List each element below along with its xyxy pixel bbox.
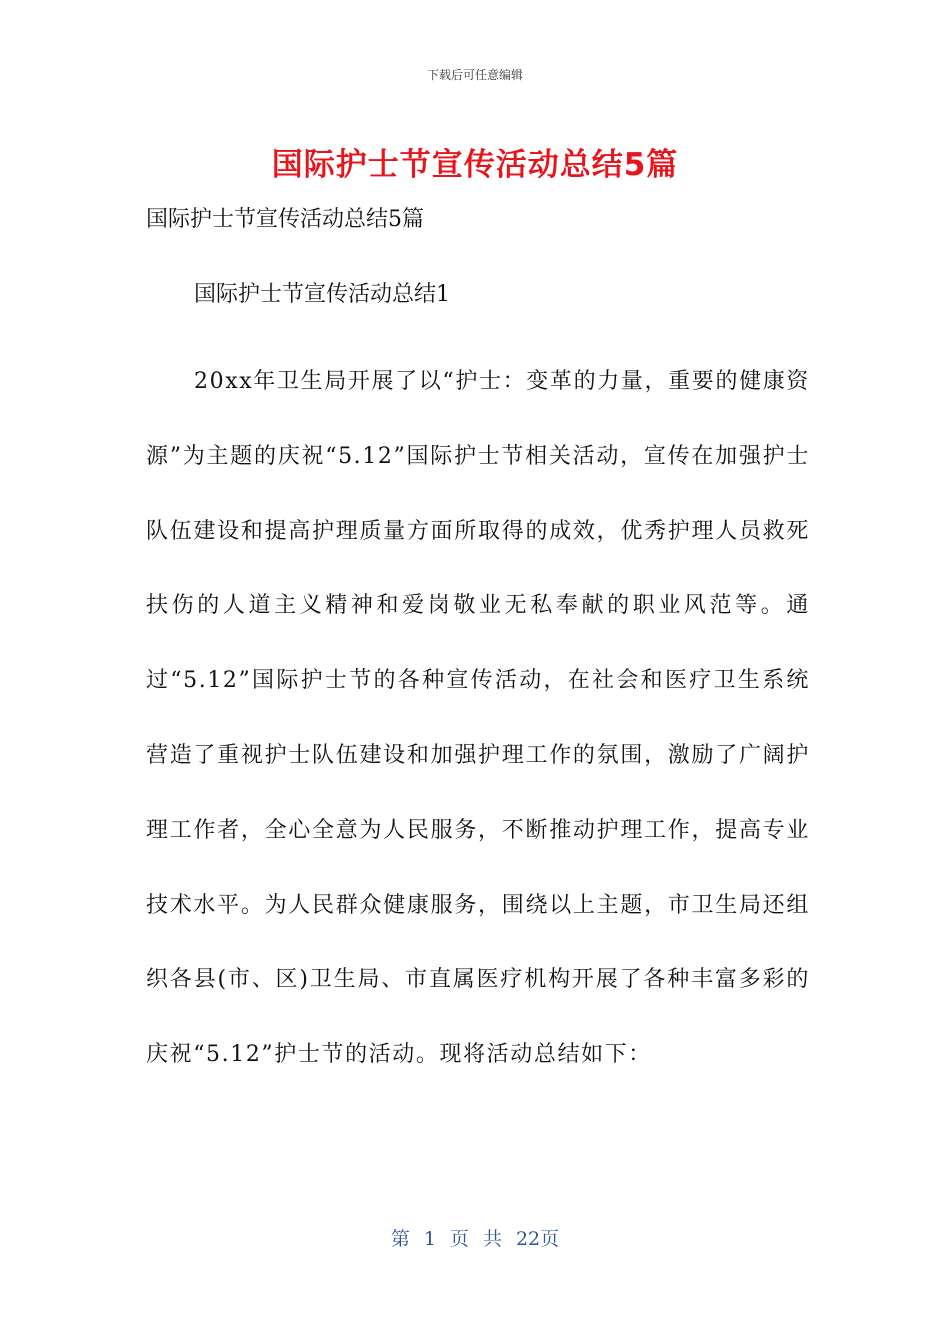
footer-page-label: 第 — [390, 1228, 410, 1250]
footer-total-pages: 22页 — [515, 1228, 560, 1250]
section-heading: 国际护士节宣传活动总结1 — [194, 282, 450, 307]
footer-total-label: 共 — [482, 1228, 502, 1250]
body-paragraph: 20xx年卫生局开展了以“护士：变革的力量，重要的健康资源”为主题的庆祝“5.12”国际护士节相关活动，宣传在加强护士队伍建设和提高护理质量方面所取得的成效，优秀护理人员救死扶伤的人道主义精神和爱岗敬业无私奉献的职业风范等。通过“5.12”国际护士节的各种宣传活动，在社会和医疗卫生系统营造了重视护士队伍建设和加强护理工作的氛围，激励了广阔护理工作者，全心全意为人民服务，不断推动护理工作，提高专业技术水平。为人民群众健康服务，围绕以上主题，市卫生局还组织各县(市、区)卫生局、市直属医疗机构开展了各种丰富多彩的庆祝“5.12”护士节的活动。现将活动总结如下： — [146, 369, 810, 1068]
document-subtitle: 国际护士节宣传活动总结5篇 — [146, 207, 424, 232]
header-note: 下载后可任意编辑 — [426, 68, 523, 82]
footer-page-number: 1 — [423, 1228, 436, 1250]
document-title: 国际护士节宣传活动总结5篇 — [271, 147, 679, 183]
footer-page-unit: 页 — [449, 1228, 469, 1250]
page-footer — [0, 1226, 950, 1252]
